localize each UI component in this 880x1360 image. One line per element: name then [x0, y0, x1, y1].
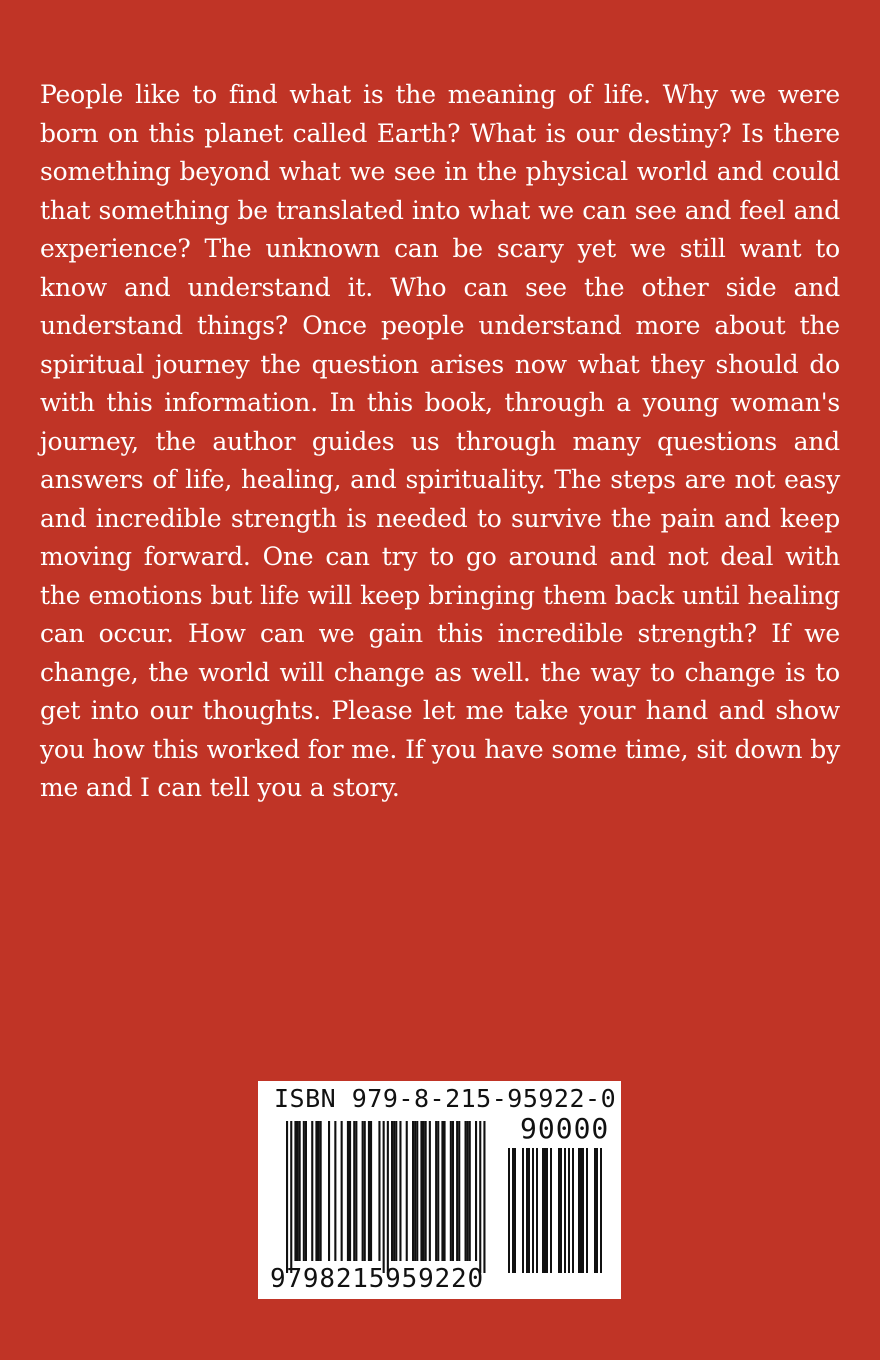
- addon-bar: [564, 1148, 566, 1273]
- barcode-bar: [349, 1121, 351, 1261]
- barcode-bar: [450, 1121, 452, 1261]
- addon-bar: [586, 1148, 588, 1273]
- addon-bar: [558, 1148, 560, 1273]
- barcode-bar: [353, 1121, 355, 1261]
- addon-bar: [546, 1148, 548, 1273]
- ean-barcode-bars: [286, 1121, 496, 1281]
- barcode-bar: [347, 1121, 349, 1261]
- barcode-bar: [423, 1121, 425, 1261]
- addon-bar: [536, 1148, 538, 1273]
- isbn-label: ISBN 979-8-215-95922-0: [274, 1084, 617, 1113]
- addon-bar: [578, 1148, 580, 1273]
- barcode-bar: [334, 1121, 336, 1261]
- barcode-bar: [305, 1121, 307, 1261]
- barcode-bar: [465, 1121, 467, 1261]
- barcode-bar: [311, 1121, 313, 1261]
- barcode-bar: [437, 1121, 439, 1261]
- addon-bar: [572, 1148, 574, 1273]
- barcode-bar: [370, 1121, 372, 1261]
- addon-bar: [550, 1148, 552, 1273]
- barcode-bar: [303, 1121, 305, 1261]
- barcode-bar: [341, 1121, 343, 1261]
- addon-bar: [512, 1148, 514, 1273]
- addon-bar: [514, 1148, 516, 1273]
- addon-bar: [600, 1148, 602, 1273]
- barcode-bar: [479, 1121, 481, 1273]
- addon-bar: [596, 1148, 598, 1273]
- addon-bar: [522, 1148, 524, 1273]
- book-blurb: People like to find what is the meaning of life. Why we were born on this planet called Earth? What is our destiny? Is there something beyond what we see in the physical world and could that something be translated into what we can see and feel and experience? The unknown can be scary yet we still want to know and understand it. Who can see the other side and understand things? Once people understand more about the spiritual journey the question arises now what they should do with this information. In this book, through a young woman's journey, the author guides us through many questions and answers of life, healing, and spirituality. The steps are not easy and incredible strength is needed to survive the pain and keep moving forward. One can try to go around and not deal with the emotions but life will keep bringing them back until healing can occur. How can we gain this incredible strength? If we change, the world will change as well. the way to change is to get into our thoughts. Please let me take your hand and show you how this worked for me. If you have some time, sit down by me and I can tell you a story.: [40, 80, 840, 802]
- barcode-bar: [318, 1121, 320, 1261]
- barcode-bar: [444, 1121, 446, 1261]
- barcode-bar: [420, 1121, 422, 1261]
- barcode-bar: [412, 1121, 414, 1261]
- barcode-bar: [391, 1121, 393, 1261]
- barcode-bar: [441, 1121, 443, 1261]
- barcode-bar: [414, 1121, 416, 1261]
- barcode-bar: [483, 1121, 485, 1273]
- barcode-bar: [435, 1121, 437, 1261]
- addon-bar: [582, 1148, 584, 1273]
- barcode-bar: [362, 1121, 364, 1261]
- barcode-bar: [320, 1121, 322, 1261]
- addon-bar: [532, 1148, 534, 1273]
- addon-bar: [508, 1148, 510, 1273]
- barcode-bar: [297, 1121, 299, 1261]
- barcode-bar: [469, 1121, 471, 1261]
- barcode-bar: [290, 1121, 292, 1273]
- barcode-bar: [387, 1121, 389, 1273]
- addon-bar: [594, 1148, 596, 1273]
- barcode-box: [258, 1081, 621, 1299]
- barcode-bar: [364, 1121, 366, 1261]
- barcode-bar: [458, 1121, 460, 1261]
- addon-barcode-bars: [508, 1148, 608, 1281]
- barcode-bar: [368, 1121, 370, 1261]
- addon-bar: [544, 1148, 546, 1273]
- addon-bar: [528, 1148, 530, 1273]
- barcode-bar: [452, 1121, 454, 1261]
- barcode-bar: [475, 1121, 477, 1261]
- barcode-bar: [299, 1121, 301, 1261]
- barcode-bar: [429, 1121, 431, 1261]
- barcode-bar: [286, 1121, 288, 1273]
- addon-bar: [526, 1148, 528, 1273]
- addon-bar: [568, 1148, 570, 1273]
- barcode-bar: [395, 1121, 397, 1261]
- barcode-bar: [355, 1121, 357, 1261]
- barcode-bar: [383, 1121, 385, 1273]
- barcode-bar: [456, 1121, 458, 1261]
- barcode-bar: [393, 1121, 395, 1261]
- addon-bar: [542, 1148, 544, 1273]
- price-code: 90000: [520, 1112, 610, 1145]
- addon-bar: [580, 1148, 582, 1273]
- barcode-bar: [378, 1121, 380, 1261]
- barcode-bar: [399, 1121, 401, 1261]
- barcode-bar: [467, 1121, 469, 1261]
- barcode-bar: [416, 1121, 418, 1261]
- barcode-bar: [294, 1121, 296, 1261]
- ean-digits: 9798215959220: [270, 1264, 484, 1294]
- addon-bar: [560, 1148, 562, 1273]
- barcode-bar: [406, 1121, 408, 1261]
- barcode-bar: [425, 1121, 427, 1261]
- barcode-bar: [328, 1121, 330, 1261]
- barcode-bar: [315, 1121, 317, 1261]
